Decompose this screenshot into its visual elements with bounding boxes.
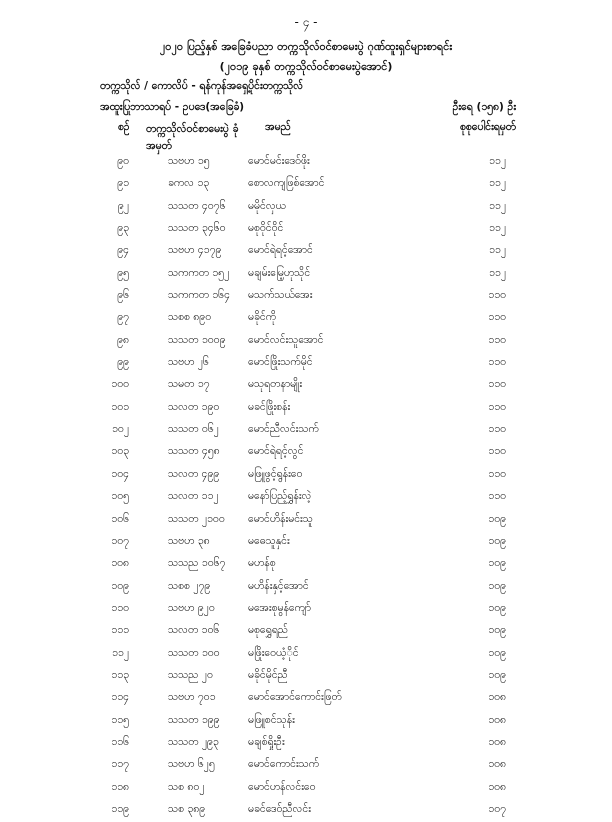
serial-number-cell: ၉၁	[117, 177, 129, 190]
student-name-cell: မောင်မင်းဒေဝ်ဖိုး	[248, 155, 310, 167]
student-name-cell: မခိုင်မိုင်ညီ	[248, 668, 288, 681]
student-name-cell: မောင်ညီလင်းသက်	[248, 423, 319, 436]
table-row	[0, 465, 612, 487]
total-marks-cell: ၁၁၂	[489, 244, 506, 257]
roll-number-cell: သကကတ ၁၅၂	[168, 266, 230, 279]
student-name-cell: မောင်ရဲရင့်အောင်	[248, 244, 313, 257]
serial-number-cell: ၁၀၈	[111, 557, 129, 570]
table-row	[0, 487, 612, 509]
university-line: တက္ကသိုလ် / ကောလိပ် - ရန်ကုန်အရှေ့ပိုင်းတက္ကသိုလ်	[100, 80, 304, 92]
table-row	[0, 398, 612, 420]
student-name-cell: မဖြူစင်သုန်း	[248, 713, 295, 726]
serial-number-cell: ၁၁၃	[111, 668, 129, 681]
serial-number-cell: ၁၁၇	[111, 758, 129, 771]
roll-number-cell: သသတ ၃၄၆၀	[168, 222, 226, 235]
header-serial-number: စဉ်	[118, 121, 130, 133]
table-row	[0, 219, 612, 241]
roll-number-cell: ခကလ ၁၃	[168, 177, 210, 190]
table-row	[0, 621, 612, 643]
major-subject-line: အထူးပြုဘာသာရပ် - ဥပဒေ(အခြေခံ)	[100, 101, 245, 113]
roll-number-cell: သသတ ၂၉၃	[168, 735, 219, 748]
student-name-cell: မောင်ဟိန်းမင်းသူ	[248, 512, 313, 525]
table-row	[0, 688, 612, 710]
student-name-cell: မောင်ဖြိုးသက်မိုင်	[248, 356, 313, 369]
serial-number-cell: ၉၅	[117, 266, 129, 279]
total-marks-cell: ၁၀၉	[488, 624, 506, 637]
serial-number-cell: ၉၆	[117, 289, 129, 302]
roll-number-cell: သသည ၂၀	[168, 668, 213, 681]
serial-number-cell: ၁၀၇	[111, 534, 129, 547]
table-row	[0, 375, 612, 397]
table-row	[0, 666, 612, 688]
serial-number-cell: ၁၀၄	[111, 467, 129, 480]
total-marks-cell: ၁၁၂	[489, 266, 506, 279]
total-marks-cell: ၁၁၀	[488, 400, 506, 413]
student-name-cell: မောင်ဟန်လင်းဝေ	[248, 780, 316, 793]
roll-number-cell: သလတ ၄၉၉	[168, 467, 220, 480]
total-marks-cell: ၁၁၂	[489, 155, 506, 167]
student-name-cell: မခိုင်ကို	[248, 311, 277, 324]
roll-number-cell: သစ ၃၈၉	[168, 802, 206, 815]
roll-number-cell: သဗဟ ၉၂၀	[168, 601, 215, 614]
roll-number-cell: သသတ ၄၅၈	[168, 445, 220, 458]
roll-number-cell: သဗဟ ၂၆	[168, 356, 209, 369]
table-row	[0, 778, 612, 800]
total-marks-cell: ၁၀၉	[488, 579, 506, 592]
serial-number-cell: ၁၁၂	[112, 646, 129, 659]
serial-number-cell: ၉၉	[117, 356, 129, 369]
student-name-cell: မချစ်ရှိုးဦး	[248, 735, 285, 748]
total-marks-cell: ၁၁၀	[488, 423, 506, 436]
roll-number-cell: သသတ ၀၆၂	[168, 423, 219, 436]
roll-number-cell: သဗဟ ၃၈	[168, 534, 210, 547]
student-name-cell: မစုဝိုင်ဝိုင်	[248, 222, 284, 235]
total-marks-cell: ၁၀၉	[488, 601, 506, 614]
total-marks-cell: ၁၁၀	[488, 467, 506, 480]
table-row	[0, 174, 612, 196]
table-row	[0, 420, 612, 442]
roll-number-cell: သဗဟ ၇၀၁	[168, 691, 216, 704]
table-row	[0, 510, 612, 532]
roll-number-cell: သသတ ၄၀၇၆	[168, 199, 226, 212]
serial-number-cell: ၁၀၁	[111, 400, 129, 413]
roll-number-cell: သဗဟ ၆၂၅	[168, 758, 215, 771]
student-name-cell: မခင်ဖြိုးစန်း	[248, 400, 291, 413]
total-marks-cell: ၁၀၈	[488, 691, 506, 704]
student-name-cell: မောင်အောင်ကောင်းဖြတ်	[248, 691, 342, 704]
quota-count: ဦးရေ (၁၅၈) ဦး	[452, 101, 516, 113]
total-marks-cell: ၁၁၀	[488, 333, 506, 346]
table-row	[0, 241, 612, 263]
table-row	[0, 800, 612, 822]
total-marks-cell: ၁၁၂	[489, 177, 506, 190]
total-marks-cell: ၁၁၀	[488, 445, 506, 458]
roll-number-cell: သလတ ၁၁၂	[168, 490, 219, 503]
student-name-cell: မချမ်းမြေ့ဟုသိုင်	[248, 266, 311, 279]
roll-number-cell: သသတ ၁၀၀	[168, 646, 220, 659]
table-row	[0, 264, 612, 286]
table-row	[0, 644, 612, 666]
roll-number-cell: သဗဟ ၄၁၇၉	[168, 244, 222, 257]
serial-number-cell: ၁၁၅	[111, 713, 129, 726]
table-row	[0, 152, 612, 174]
student-name-cell: စောလကျဖြစ်အောင်	[248, 177, 325, 190]
student-name-cell: မနော်ပြည့်ရွှန်းလဲ့	[248, 490, 312, 503]
total-marks-cell: ၁၀၈	[488, 758, 506, 771]
total-marks-cell: ၁၀၈	[488, 713, 506, 726]
student-name-cell: မောင်ကောင်းသက်	[248, 758, 320, 771]
serial-number-cell: ၁၀၀	[111, 378, 129, 391]
roll-number-cell: သသတ ၁၀၀၉	[168, 333, 226, 346]
serial-number-cell: ၉၀	[117, 155, 129, 167]
total-marks-cell: ၁၀၉	[488, 512, 506, 525]
document-subtitle: (၂၀၁၉ ခုနှစ် တက္ကသိုလ်ဝင်စာမေးပွဲအောင်)	[219, 60, 393, 73]
table-row	[0, 353, 612, 375]
student-name-cell: မဖြိုးဝေယံ့ိုင်	[248, 646, 299, 659]
page-number: - ၄ -	[294, 15, 318, 29]
total-marks-cell: ၁၀၉	[488, 534, 506, 547]
student-name-cell: မဟန်စု	[248, 557, 276, 570]
table-row	[0, 733, 612, 755]
roll-number-cell: သကကတ ၁၆၄	[168, 289, 230, 302]
table-row	[0, 554, 612, 576]
table-row	[0, 308, 612, 330]
serial-number-cell: ၉၄	[117, 244, 129, 257]
total-marks-cell: ၁၀၈	[488, 735, 506, 748]
header-roll-number: တက္ကသိုလ်ဝင်စာမေးပွဲ ခုံအမှတ်	[146, 123, 239, 152]
total-marks-cell: ၁၀၈	[488, 780, 506, 793]
roll-number-cell: သဗဟ ၁၅	[168, 155, 210, 167]
header-total-marks: စုစုပေါင်းရမှတ်	[459, 121, 516, 133]
serial-number-cell: ၁၁၉	[111, 802, 129, 815]
serial-number-cell: ၁၁၀	[111, 601, 129, 614]
student-name-cell: မအေးစုမွန်ကျော်	[248, 601, 311, 614]
table-row	[0, 197, 612, 219]
student-name-cell: မောင်လင်းသူအောင်	[248, 333, 324, 346]
roll-number-cell: သစစ ၂၇၉	[168, 579, 211, 592]
serial-number-cell: ၁၁၁	[111, 624, 129, 637]
serial-number-cell: ၁၁၆	[111, 735, 129, 748]
student-name-cell: မစုရွှေရည်	[248, 624, 289, 637]
roll-number-cell: သသတ ၁၉၉	[168, 713, 220, 726]
serial-number-cell: ၁၁၈	[111, 780, 129, 793]
serial-number-cell: ၁၀၅	[111, 490, 129, 503]
roll-number-cell: သသတ ၂၁၀၀	[168, 512, 225, 525]
student-name-cell: မောင်ရဲရင့်လွင်	[248, 445, 304, 458]
total-marks-cell: ၁၀၇	[488, 802, 506, 815]
total-marks-cell: ၁၁၀	[488, 378, 506, 391]
results-table	[0, 152, 612, 822]
student-name-cell: မသက်သယ်အေး	[248, 289, 313, 302]
table-row	[0, 755, 612, 777]
total-marks-cell: ၁၁၀	[488, 289, 506, 302]
serial-number-cell: ၉၈	[117, 333, 129, 346]
serial-number-cell: ၁၀၉	[111, 579, 129, 592]
student-name-cell: မဓေသူနှင်း	[248, 534, 290, 547]
total-marks-cell: ၁၁၀	[488, 356, 506, 369]
serial-number-cell: ၁၀၃	[111, 445, 129, 458]
serial-number-cell: ၁၀၆	[111, 512, 129, 525]
student-name-cell: မသုရတနာမျိုး	[248, 378, 302, 391]
roll-number-cell: သမတ ၁၇	[168, 378, 210, 391]
table-row	[0, 577, 612, 599]
total-marks-cell: ၁၁၀	[488, 490, 506, 503]
total-marks-cell: ၁၁၀	[488, 311, 506, 324]
table-row	[0, 442, 612, 464]
table-row	[0, 331, 612, 353]
table-row	[0, 286, 612, 308]
total-marks-cell: ၁၀၉	[488, 668, 506, 681]
roll-number-cell: သစစ ၈၉၀	[168, 311, 212, 324]
roll-number-cell: သလတ ၁၀၆	[168, 624, 220, 637]
roll-number-cell: သသည ၁၀၆၇	[168, 557, 226, 570]
serial-number-cell: ၉၇	[117, 311, 129, 324]
serial-number-cell: ၁၁၄	[111, 691, 129, 704]
roll-number-cell: သစ ၈၀၂	[168, 780, 205, 793]
roll-number-cell: သလတ ၁၉၀	[168, 400, 220, 413]
student-name-cell: မမိုင်လှယ	[248, 199, 286, 212]
total-marks-cell: ၁၁၂	[489, 222, 506, 235]
total-marks-cell: ၁၀၉	[488, 557, 506, 570]
serial-number-cell: ၁၀၂	[112, 423, 129, 436]
student-name-cell: မဖြူဖွင့်ရွန်းဝေ	[248, 467, 303, 480]
serial-number-cell: ၉၂	[117, 199, 129, 212]
document-title: ၂၀၂၀ ပြည့်နှစ် အခြေခံပညာ တက္ကသိုလ်ဝင်စာမေးပွဲ ဂုဏ်ထူးရှင်များစာရင်း	[159, 40, 453, 53]
table-row	[0, 711, 612, 733]
header-name: အမည်	[265, 121, 291, 133]
serial-number-cell: ၉၃	[117, 222, 129, 235]
total-marks-cell: ၁၀၉	[488, 646, 506, 659]
total-marks-cell: ၁၁၂	[489, 199, 506, 212]
student-name-cell: မဟိန်းနှင့်အောင်	[248, 579, 309, 592]
table-row	[0, 532, 612, 554]
table-row	[0, 599, 612, 621]
student-name-cell: မခင်ဒေဝ်ညီလင်း	[248, 802, 311, 815]
